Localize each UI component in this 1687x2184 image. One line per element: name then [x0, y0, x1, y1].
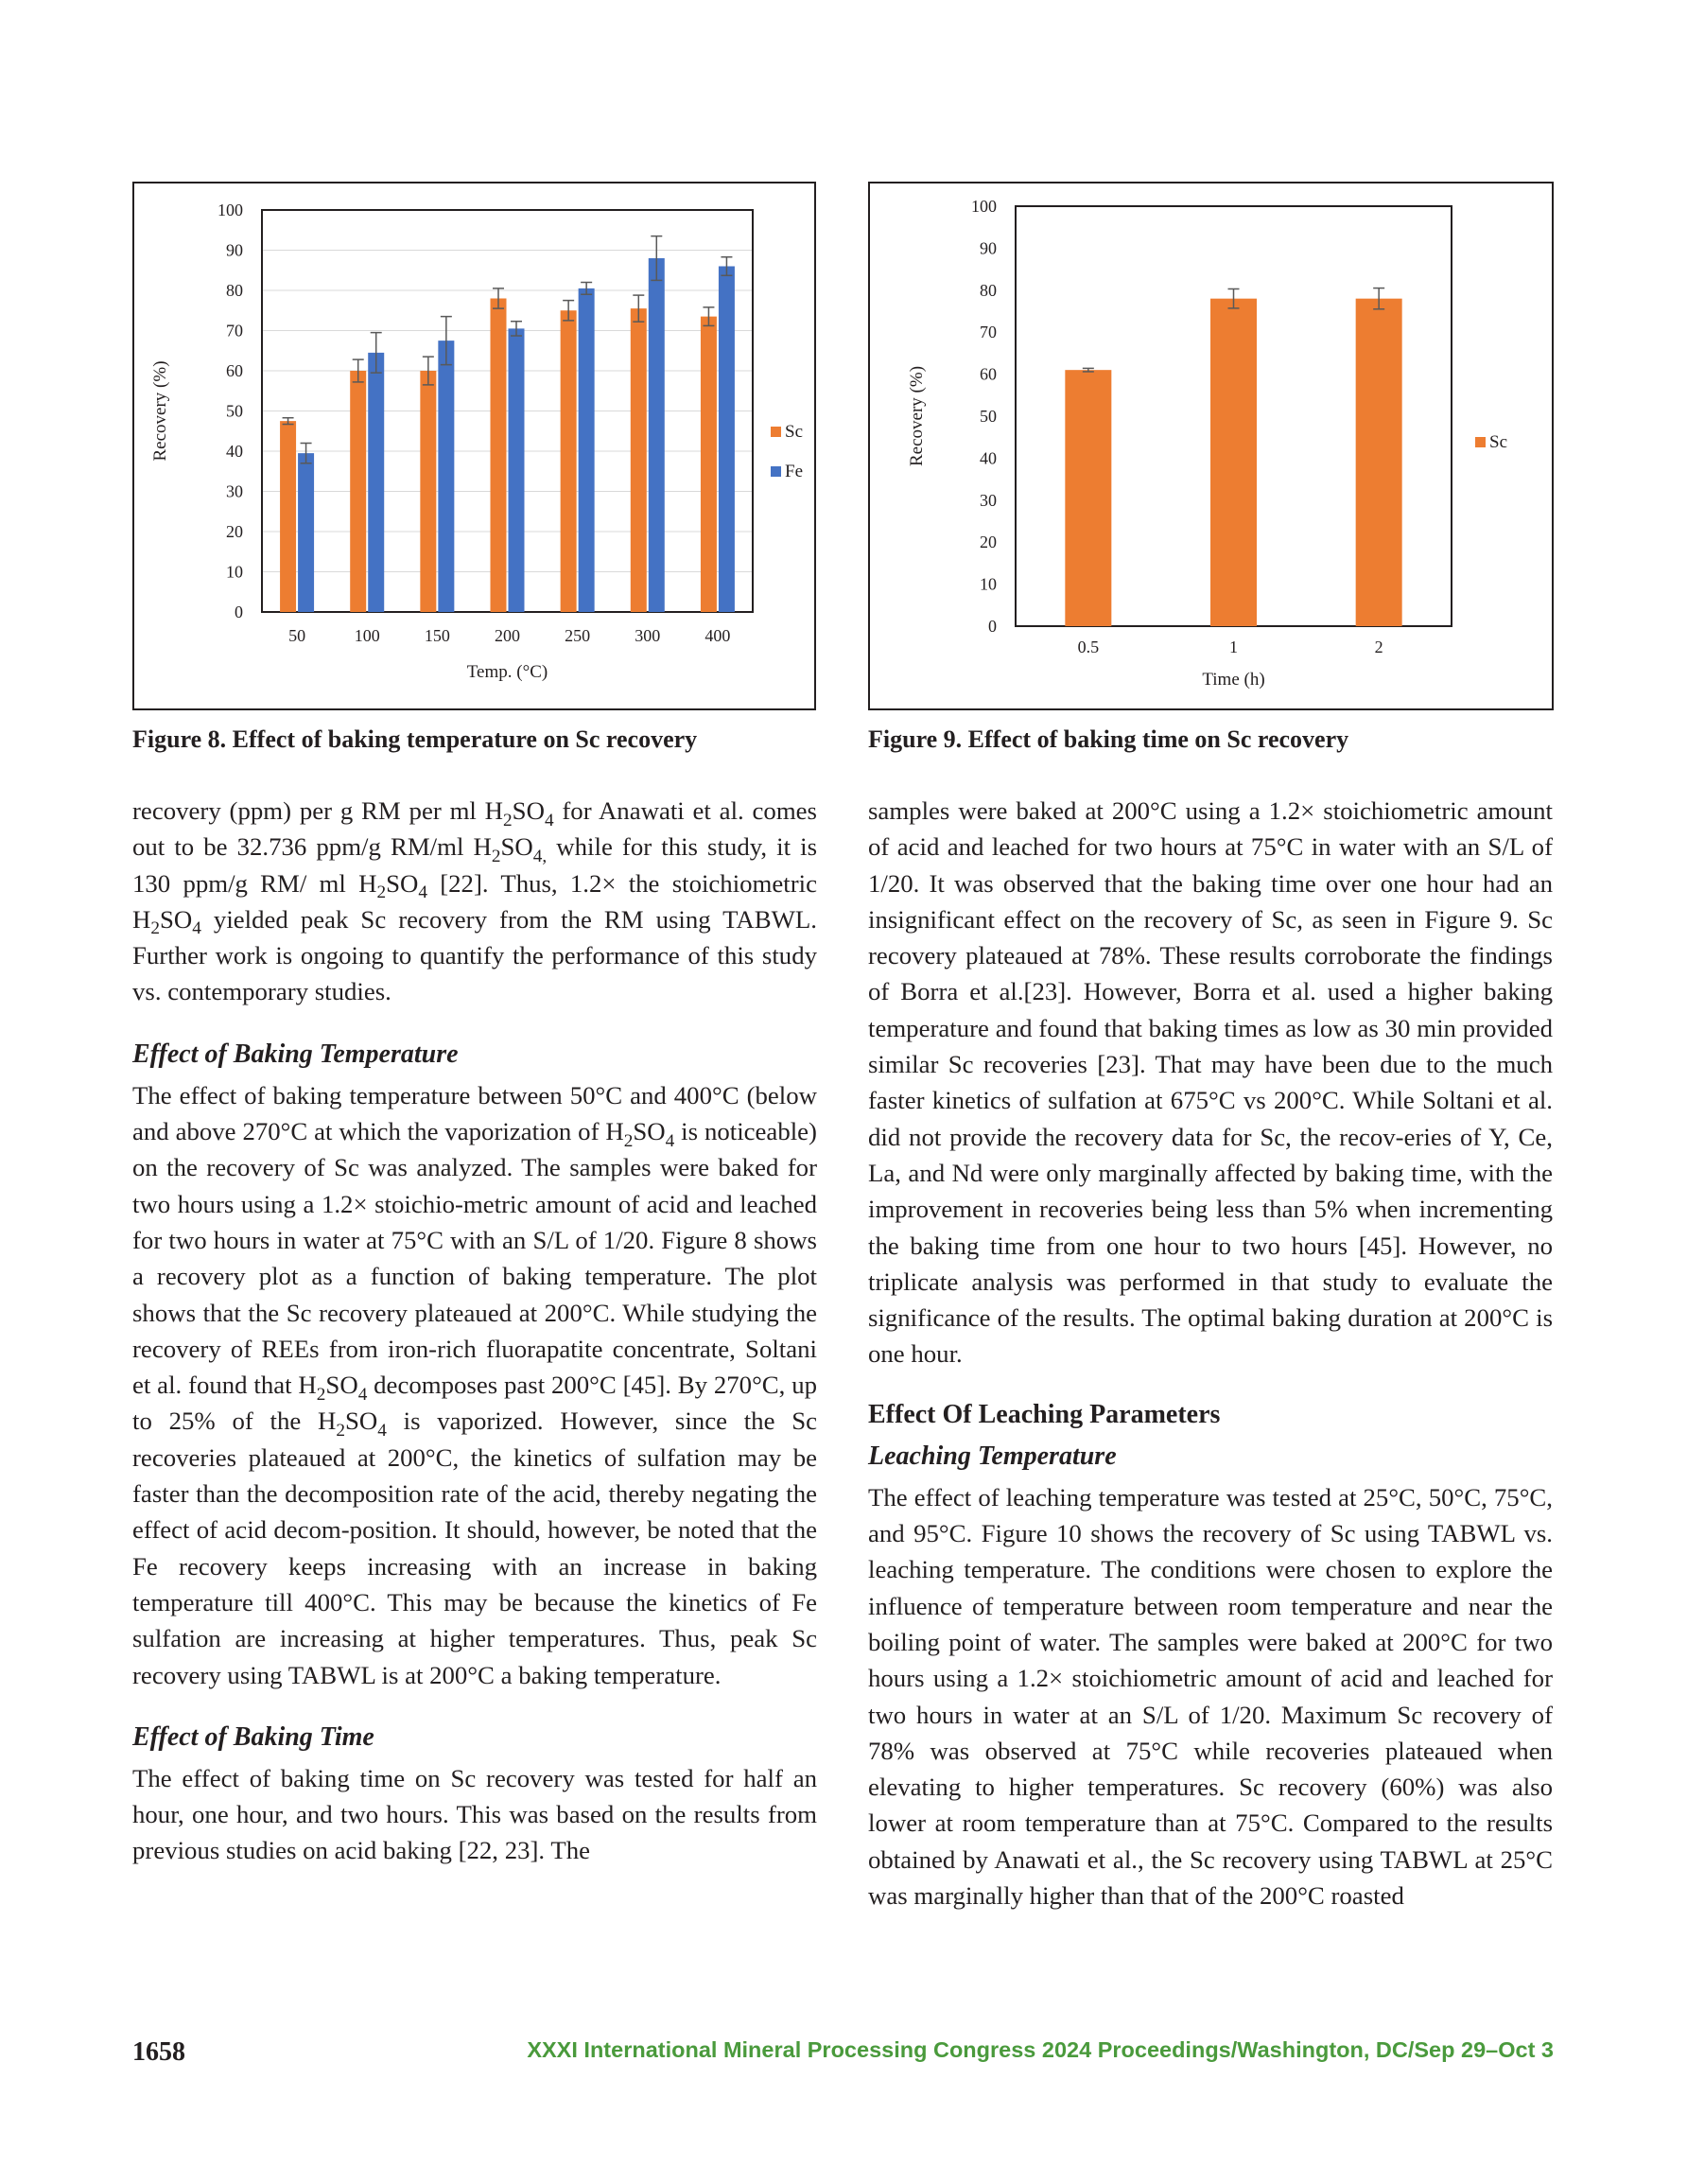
figure-9-svg: [870, 183, 1552, 708]
y-tick-label: 80: [226, 281, 243, 300]
right-column: [868, 793, 1553, 1913]
subscript: 4,: [532, 846, 548, 866]
bar-fe: [298, 453, 314, 612]
subscript: 2: [376, 882, 387, 903]
conference-footer: XXXI International Mineral Processing Congress 2024 Proceedings/Washington, DC/Sep 29–Oct 3: [527, 2037, 1554, 2062]
x-tick-label: 400: [704, 626, 731, 645]
y-tick-label: 50: [226, 401, 243, 421]
subscript: 4: [377, 1421, 387, 1441]
bar-fe: [719, 267, 735, 613]
subscript: 2: [491, 846, 501, 866]
bar-sc: [631, 308, 647, 612]
bar-sc: [1210, 299, 1257, 626]
y-tick-label: 60: [980, 364, 997, 384]
y-tick-label: 70: [980, 323, 997, 342]
subscript: 4: [192, 918, 201, 939]
legend-label-fe: Fe: [785, 462, 803, 481]
y-tick-label: 0: [235, 603, 243, 621]
x-tick-label: 2: [1374, 638, 1383, 656]
figure-9-caption: Figure 9. Effect of baking time on Sc recovery: [868, 725, 1349, 753]
x-tick-label: 100: [354, 626, 380, 645]
y-tick-label: 40: [226, 442, 243, 461]
y-tick-label: 30: [980, 490, 997, 510]
y-tick-label: 0: [988, 617, 997, 636]
bar-sc: [491, 299, 507, 613]
y-tick-label: 90: [226, 240, 243, 260]
subscript: 4: [357, 1384, 368, 1405]
bar-fe: [438, 341, 454, 612]
bar-fe: [579, 288, 595, 612]
subscript: 2: [150, 918, 160, 939]
figure-8-svg: [134, 183, 814, 708]
bar-sc: [420, 371, 436, 612]
y-tick-label: 10: [226, 562, 243, 582]
y-tick-label: 100: [217, 201, 243, 219]
x-tick-label: 50: [288, 626, 306, 645]
y-tick-label: 10: [980, 574, 997, 594]
y-tick-label: 60: [226, 361, 243, 380]
x-tick-label: 300: [635, 626, 661, 645]
figure-9-chart: [868, 182, 1554, 710]
y-tick-label: 20: [226, 522, 243, 541]
x-tick-label: 150: [424, 626, 450, 645]
y-tick-label: 70: [226, 321, 243, 341]
subscript: 4: [665, 1130, 675, 1151]
subscript: 2: [623, 1130, 634, 1151]
figure-8-chart: [132, 182, 816, 710]
subscript: 2: [503, 810, 513, 830]
bar-sc: [350, 371, 366, 612]
y-axis-title: Recovery (%): [907, 365, 927, 467]
bar-fe: [368, 353, 384, 612]
y-tick-label: 50: [980, 407, 997, 426]
x-axis-title: Time (h): [1202, 670, 1265, 690]
subsection-heading: Leaching Temperature: [868, 1441, 1117, 1471]
bar-sc: [701, 317, 717, 612]
x-tick-label: 200: [495, 626, 520, 645]
subscript: 2: [336, 1421, 345, 1441]
legend-label-sc: Sc: [785, 422, 803, 442]
bar-fe: [649, 258, 665, 612]
subscript: 4: [544, 810, 554, 830]
legend-swatch-fe: [771, 466, 781, 477]
x-axis-title: Temp. (°C): [466, 662, 548, 682]
paragraph: samples were baked at 200°C using a 1.2× stoichiometric amount of acid and leached for two hours at 75°C in water with an S/L of 1/20. It was observed that the baking time over one hour had an insignificant effect on the recovery of Sc, as seen in Figure 9. Sc recovery plateaued at 78%. These results corroborate the findings of Borra et al.[23]. However, Borra et al. used a higher baking temperature and found that baking times as low as 30 min provided similar Sc recoveries [23]. That may have been due to the much faster kinetics of sulfation at 675°C vs 200°C. While Soltani et al. did not provide the recovery data for Sc, the recov-eries of Y, Ce, La, and Nd were only marginally affected by baking time, with the improvement in recoveries being less than 5% when incrementing the baking time from one hour to two hours [45]. However, no triplicate analysis was performed in that study to evaluate the significance of the results. The optimal baking duration at 200°C is one hour.: [868, 796, 1553, 1369]
subscript: 4: [418, 882, 427, 903]
subscript: 2: [316, 1384, 326, 1405]
y-tick-label: 80: [980, 280, 997, 300]
section-heading: Effect of Baking Temperature: [132, 1039, 459, 1069]
y-axis-title: Recovery (%): [150, 360, 170, 462]
paragraph: The effect of baking temperature between 50°C and 400°C (below and above 270°C at which the vaporization of $H_2SO_4$ is noticeable) on the recovery of Sc was analyzed. The samples were baked for two hours using a 1.2× stoichio-metric amount of acid and leached for two hours in water at 75°C with an S/L of 1/20. Figure 8 shows a recovery plot as a function of baking temperature. The plot shows that the Sc recovery plateaued at 200°C. While studying the recovery of REEs from iron-rich fluorapatite concentrate, Soltani et al. found that $H_2SO_4$ decomposes past 200°C [45]. By 270°C, up to 25% of the $H_2SO_4$ is vaporized. However, since the Sc recoveries plateaued at 200°C, the kinetics of sulfation may be faster than the decomposition rate of the acid, thereby negating the effect of acid decom-position. It should, however, be noted that the Fe recovery keeps increasing with an increase in baking temperature till 400°C. This may be because the kinetics of Fe sulfation are increasing at higher temperatures. Thus, peak Sc recovery using TABWL is at 200°C a baking temperature.: [132, 1080, 818, 1689]
x-tick-label: 0.5: [1077, 638, 1100, 656]
y-tick-label: 100: [971, 197, 997, 216]
paragraph: The effect of leaching temperature was tested at 25°C, 50°C, 75°C, and 95°C. Figure 10 shows the recovery of Sc using TABWL vs. leaching temperature. The conditions were chosen to explore the influence of temperature between room temperature and near the boiling point of water. The samples were baked at 200°C for two hours using a 1.2× stoichiometric amount of acid and leached for two hours in water at an S/L of 1/20. Maximum Sc recovery of 78% was observed at 75°C while recoveries plateaued when elevating to higher temperatures. Sc recovery (60%) was also lower at room temperature than at 75°C. Compared to the results obtained by Anawati et al., the Sc recovery using TABWL at 25°C was marginally higher than that of the 200°C roasted: [868, 1482, 1553, 1911]
bar-sc: [280, 421, 296, 612]
legend-swatch-sc: [1475, 437, 1486, 447]
legend-swatch-sc: [771, 427, 781, 437]
paragraph: recovery (ppm) per g RM per ml $H_2SO_4$ for Anawati et al. comes out to be 32.736 ppm/g RM/ml $H_2SO_{4,}$ while for this study, it is 130 ppm/g RM/ ml $H_2SO_4$ [22]. Thus, 1.2× the stoichiometric $H_2SO_4$ yielded peak Sc recovery from the RM using TABWL. Further work is ongoing to quantify the performance of this study vs. contemporary studies.: [132, 796, 817, 1006]
bar-sc: [1356, 299, 1402, 626]
bar-sc: [1065, 370, 1111, 626]
left-column: [132, 793, 817, 1869]
x-tick-label: 250: [565, 626, 591, 645]
y-tick-label: 90: [980, 238, 997, 258]
page-number: 1658: [132, 2037, 185, 2067]
bar-fe: [509, 328, 525, 612]
section-heading: Effect Of Leaching Parameters: [868, 1399, 1221, 1429]
y-tick-label: 20: [980, 533, 997, 552]
x-tick-label: 1: [1229, 638, 1238, 656]
y-tick-label: 40: [980, 448, 997, 468]
paragraph: The effect of baking time on Sc recovery was tested for half an hour, one hour, and two hours. This was based on the results from previous studies on acid baking [22, 23]. The: [132, 1763, 817, 1865]
figure-8-caption: Figure 8. Effect of baking temperature on Sc recovery: [132, 725, 698, 753]
y-tick-label: 30: [226, 481, 243, 501]
section-heading: Effect of Baking Time: [132, 1721, 374, 1752]
bar-sc: [561, 310, 577, 612]
legend-label-sc: Sc: [1489, 432, 1507, 452]
